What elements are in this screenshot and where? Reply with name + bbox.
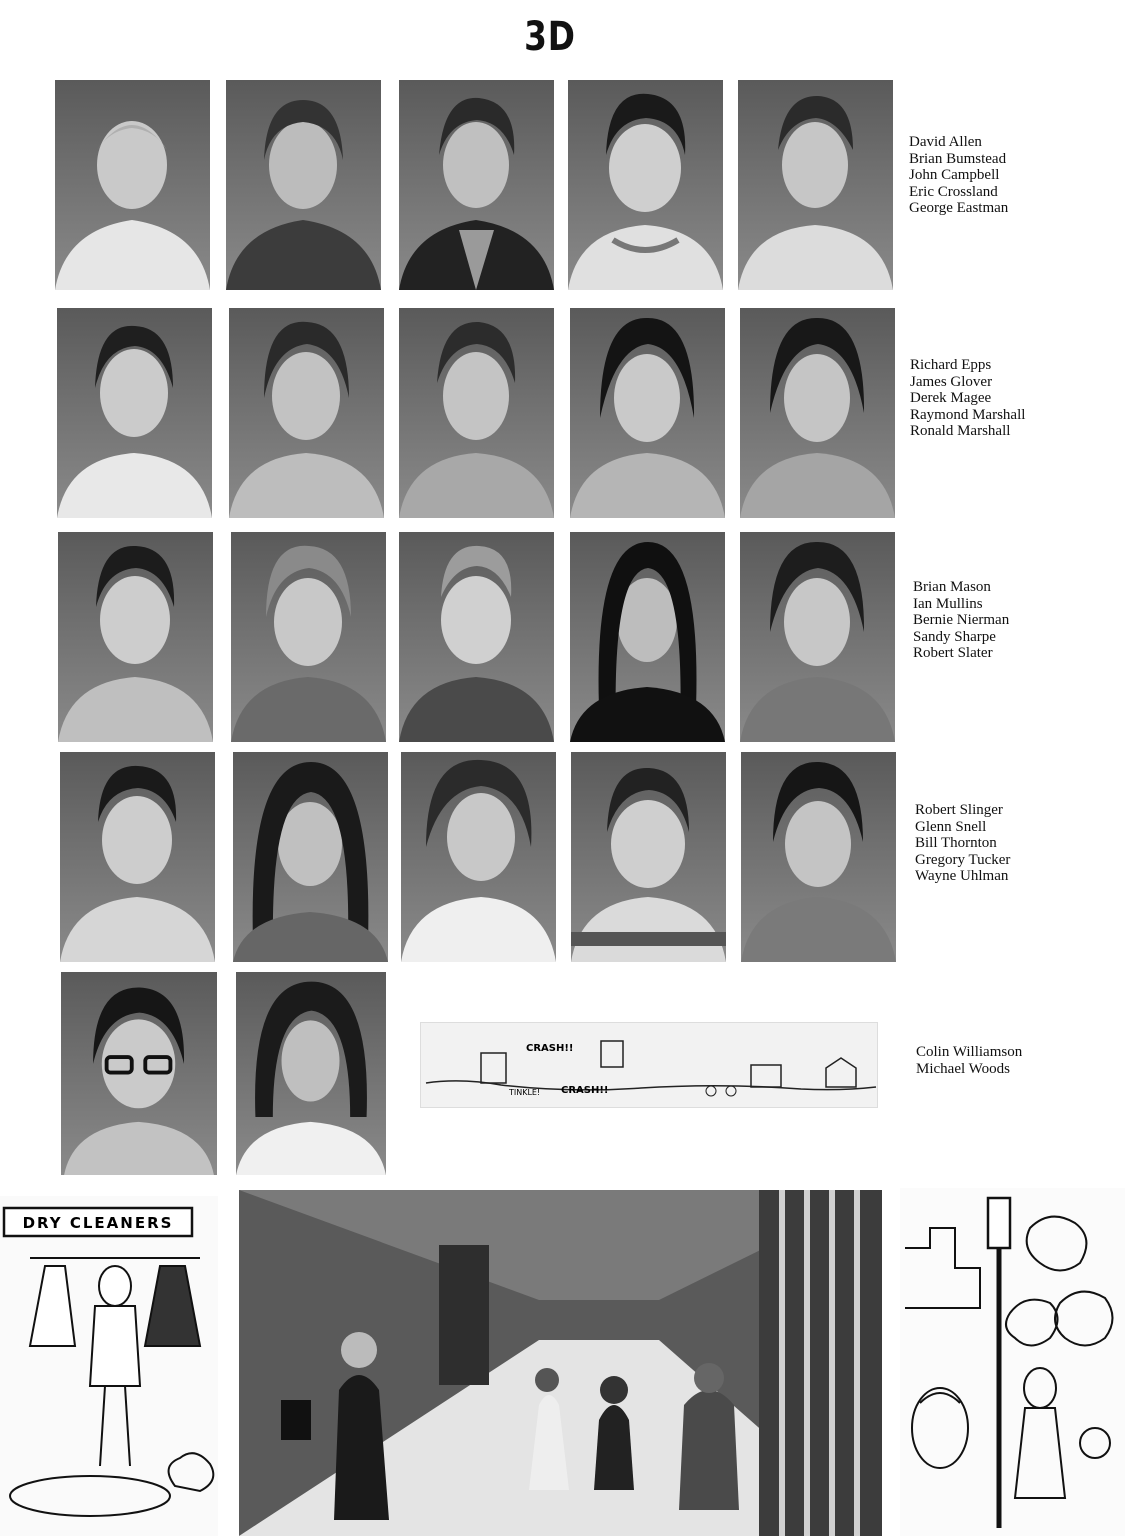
portrait-photo	[741, 752, 896, 962]
student-name: Ian Mullins	[913, 595, 983, 612]
names-list	[909, 134, 1008, 217]
student-name: George Eastman	[909, 200, 1009, 216]
portrait-photo	[58, 532, 213, 742]
portrait-photo	[231, 532, 386, 742]
student-name: James Glover	[910, 373, 993, 390]
tinkle-caption: TINKLE!	[509, 1088, 541, 1097]
page-title: 3D	[524, 14, 576, 60]
portrait-photo	[226, 80, 381, 290]
student-name: Ronald Marshall	[910, 423, 1011, 439]
portrait-photo	[399, 80, 554, 290]
portrait-photo	[738, 80, 893, 290]
cartoon-strip	[420, 1022, 878, 1108]
student-name: Michael Woods	[916, 1060, 1010, 1077]
student-name: Richard Epps	[910, 357, 992, 373]
student-name: Brian Mason	[913, 579, 991, 595]
student-name: Brian Bumstead	[909, 150, 1007, 167]
crash-caption: CRASH!!	[526, 1043, 574, 1054]
portrait-photo	[401, 752, 556, 962]
hallway-photo	[239, 1190, 882, 1536]
names-list	[913, 579, 1009, 662]
student-name: Glenn Snell	[915, 818, 987, 835]
portrait-photo	[740, 308, 895, 518]
lamppost-cartoon	[900, 1188, 1125, 1536]
student-name: Derek Magee	[910, 390, 992, 406]
student-name: Sandy Sharpe	[913, 628, 996, 645]
student-name: Wayne Uhlman	[915, 868, 1009, 884]
dry-cleaners-cartoon	[0, 1196, 218, 1536]
student-name: Bill Thornton	[915, 835, 997, 851]
student-name: Colin Williamson	[916, 1044, 1023, 1060]
portrait-photo	[229, 308, 384, 518]
names-list	[916, 1044, 1022, 1077]
portrait-photo	[570, 532, 725, 742]
dry-cleaners-sign: DRY CLEANERS	[22, 1214, 174, 1232]
portrait-photo	[55, 80, 210, 290]
student-name: John Campbell	[909, 167, 1000, 183]
portrait-photo	[236, 972, 386, 1175]
student-name: David Allen	[909, 134, 982, 150]
portrait-photo	[233, 752, 388, 962]
portrait-photo	[399, 532, 554, 742]
portrait-photo	[568, 80, 723, 290]
portrait-photo	[571, 752, 726, 962]
portrait-photo	[60, 752, 215, 962]
student-name: Bernie Nierman	[913, 612, 1010, 628]
names-list	[915, 802, 1010, 885]
student-name: Raymond Marshall	[910, 406, 1026, 423]
portrait-photo	[740, 532, 895, 742]
student-name: Robert Slater	[913, 645, 993, 661]
crash-caption: CRASH!!	[561, 1085, 609, 1096]
portrait-photo	[61, 972, 217, 1175]
student-name: Gregory Tucker	[915, 851, 1011, 868]
student-name: Robert Slinger	[915, 802, 1003, 818]
portrait-photo	[570, 308, 725, 518]
portrait-photo	[399, 308, 554, 518]
portrait-photo	[57, 308, 212, 518]
student-name: Eric Crossland	[909, 183, 998, 200]
names-list	[910, 357, 1025, 440]
